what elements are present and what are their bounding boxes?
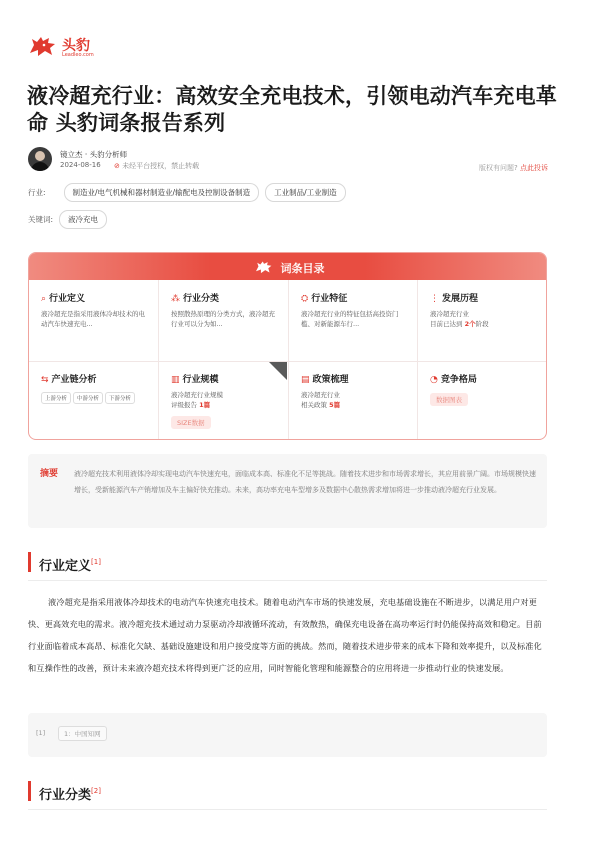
- toc-item-desc: 评级报告: [171, 401, 197, 409]
- chip-midstream[interactable]: 中游分析: [73, 392, 103, 404]
- author-row: [28, 147, 548, 175]
- toc-item-title: 行业规模: [182, 375, 219, 385]
- avatar[interactable]: [28, 147, 52, 171]
- toc-item-features[interactable]: [289, 281, 418, 339]
- toc-item-title: 行业定义: [49, 294, 86, 304]
- keyword-tag[interactable]: 液冷充电: [59, 210, 107, 229]
- copyright-complaint: [479, 163, 548, 173]
- leopard-icon: [251, 259, 277, 275]
- brand-domain: Leadleo.com: [62, 52, 94, 58]
- chart-data-pill[interactable]: 数据图表: [430, 393, 468, 406]
- forbidden-icon: ⊘: [114, 162, 120, 170]
- toc-item-desc: 液冷超充行业的特征包括高投资门槛、对新能源车行...: [301, 310, 399, 328]
- toc-header: [29, 253, 546, 280]
- leopard-icon: [28, 33, 58, 59]
- toc-item-count: 2个: [464, 320, 476, 328]
- toc-item-title: 竞争格局: [440, 375, 477, 385]
- chip-upstream[interactable]: 上游分析: [41, 392, 71, 404]
- toc-item-history[interactable]: [418, 281, 547, 339]
- abstract-text: 液冷超充技术利用液体冷却实现电动汽车快速充电，面临成本高、标准化不足等挑战。随着技术进步和市场需求增长，其应用前景广阔。市场规模快速增长，受新能源汽车产销增加及车主偏好快充推动。未来，高功率充电车型增多及数据中心散热需求增加将进一步推动液冷超充行业发展。: [74, 470, 536, 494]
- classification-icon: ⁂: [171, 294, 180, 304]
- rights-label: 版权有问题?: [479, 164, 518, 172]
- industry-row: [28, 183, 346, 201]
- author-name[interactable]: 镜立杰 · 头豹分析师: [60, 150, 128, 159]
- reference-box: [28, 713, 547, 757]
- section-title: 行业分类: [39, 788, 92, 803]
- toc-item-chain[interactable]: [29, 362, 158, 414]
- toc-item-desc: 液冷超充是指采用液体冷却技术的电动汽车快速充电...: [41, 310, 145, 328]
- section-title: 行业定义: [39, 559, 92, 574]
- section-divider: [28, 809, 547, 810]
- abstract-box: [28, 454, 547, 528]
- history-icon: ⋮: [430, 294, 439, 304]
- complaint-link[interactable]: 点此投诉: [520, 164, 548, 172]
- toc-item-title: 行业分类: [183, 294, 220, 304]
- reference-source[interactable]: 1：中国知网: [58, 726, 107, 741]
- toc-item-count: 5篇: [329, 401, 341, 409]
- toc-title: 词条目录: [280, 262, 325, 275]
- toc-item-title: 行业特征: [311, 294, 348, 304]
- premium-corner-icon: [269, 362, 287, 380]
- avatar-head: [35, 151, 45, 161]
- policy-icon: ▤: [301, 375, 310, 385]
- repost-notice: [114, 161, 199, 171]
- section-heading-classification: [28, 781, 101, 801]
- repost-notice-text: 未经平台授权，禁止转载: [122, 162, 200, 170]
- keyword-row: [28, 210, 107, 228]
- abstract-label: 摘要: [40, 469, 59, 479]
- brand-name: 头豹: [62, 38, 90, 54]
- feature-icon: ⛭: [301, 294, 309, 304]
- toc-item-count: 1篇: [199, 401, 211, 409]
- publish-date: 2024-08-16: [60, 161, 101, 169]
- size-data-pill[interactable]: SIZE数据: [171, 416, 211, 429]
- avatar-body: [31, 162, 49, 171]
- reference-mark[interactable]: [2]: [91, 787, 101, 795]
- section-heading-definition: [28, 552, 101, 572]
- toc-item-title: 政策梳理: [312, 375, 349, 385]
- toc-item-desc: 液冷超充行业: [301, 391, 340, 399]
- definition-paragraph: 液冷超充是指采用液体冷却技术的电动汽车快速充电技术。随着电动汽车市场的快速发展，充电基础设施在不断进步，以满足用户对更快、更高效充电的需求。液冷超充技术通过动力泵驱动冷却液循环流动，有效散热，确保充电设备在高功率运行时仍能保持高效和稳定。目前行业面临着成本高昂、标准化欠缺、基础设施建设和用户接受度等方面的挑战。然而，随着技术进步带来的成本下降和效率提升，以及标准化和互操作性的改善，预计未来液冷超充技术将得到更广泛的应用，同时智能化管理和能源整合的应用将进一步推动行业的快速发展。: [28, 597, 542, 673]
- toc-item-title: 发展历程: [442, 294, 479, 304]
- chip-downstream[interactable]: 下游分析: [105, 392, 135, 404]
- keyword-label: 关键词:: [28, 214, 54, 224]
- toc-item-policy[interactable]: [289, 362, 418, 420]
- industry-label: 行业:: [28, 187, 46, 197]
- toc-card: [28, 252, 547, 440]
- toc-item-desc: 阶段: [475, 320, 489, 328]
- toc-item-title: 产业链分析: [51, 375, 97, 385]
- toc-item-competition[interactable]: [418, 362, 547, 416]
- industry-tag[interactable]: 制造业/电气机械和器材制造业/输配电及控制设备制造: [64, 183, 260, 202]
- competition-icon: ◔: [430, 375, 438, 385]
- chain-icon: ⇆: [41, 375, 49, 385]
- toc-item-desc: 目前已达到: [430, 320, 463, 328]
- toc-item-desc: 液冷超充行业规模: [171, 391, 223, 399]
- toc-item-definition[interactable]: [29, 281, 158, 339]
- brand-logo[interactable]: [28, 33, 108, 59]
- scale-icon: ▥: [171, 375, 180, 385]
- toc-item-desc: 相关政策: [301, 401, 327, 409]
- page-title: 液冷超充行业：高效安全充电技术，引领电动汽车充电革命 头豹词条报告系列: [27, 84, 557, 135]
- toc-item-desc: 按照散热原理的分类方式，液冷超充行业可以分为如...: [171, 310, 275, 328]
- industry-tag[interactable]: 工业制品/工业制造: [265, 183, 346, 202]
- reference-mark[interactable]: [1]: [91, 558, 101, 566]
- reference-number: [1]: [36, 729, 46, 737]
- toc-item-classification[interactable]: [159, 281, 288, 339]
- definition-icon: ⌕: [41, 294, 47, 304]
- toc-item-desc: 液冷超充行业: [430, 310, 469, 318]
- section-divider: [28, 580, 547, 581]
